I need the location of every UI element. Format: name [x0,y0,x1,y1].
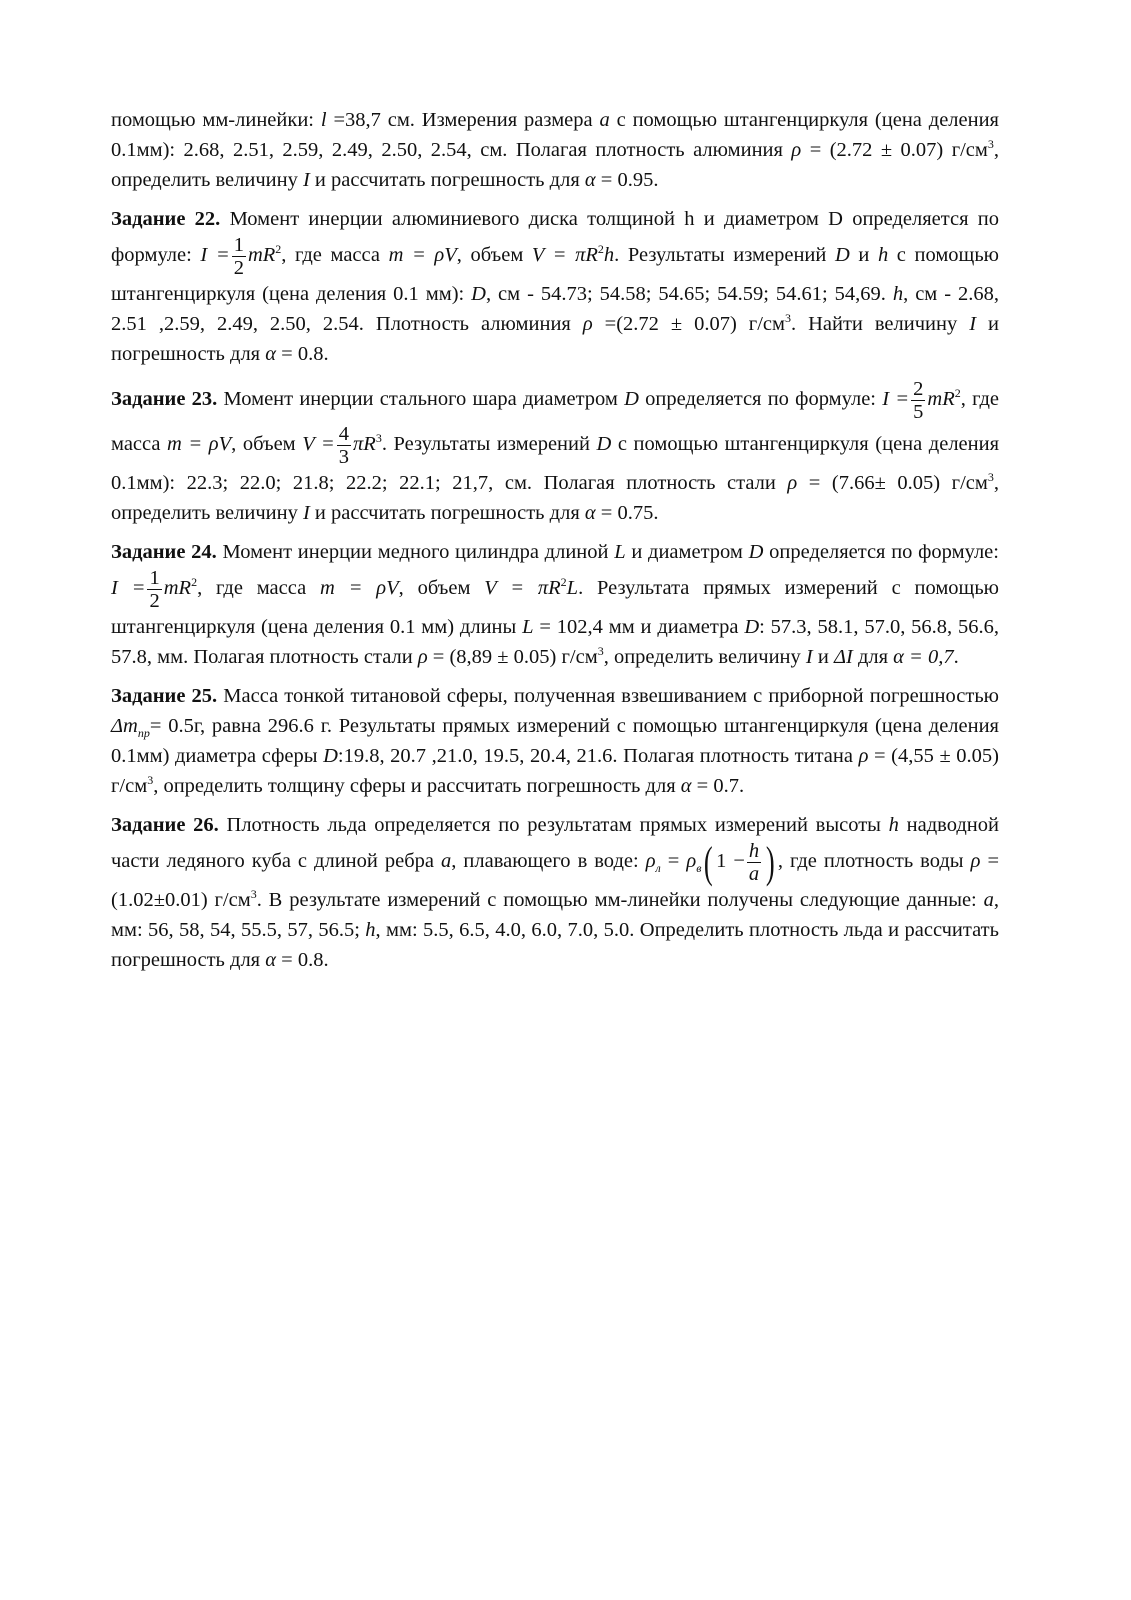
fraction-numerator: h [748,840,760,862]
text: Момент инерции медного цилиндра длиной [216,541,615,563]
math-formula: mR [247,244,276,267]
text: , где масса [281,244,389,267]
text: = 0.7. [691,775,745,797]
math-symbol: α [265,343,277,365]
fraction-numerator: 1 [149,567,160,589]
text: определяется по формуле: [763,541,999,563]
text: . [953,646,959,668]
math-formula: V = πR [484,577,561,600]
task-label: Задание 23. [111,388,218,411]
text: : 57.3, 58.1, 57.0, 56.8, 56.6, 57.8, мм. Полагая плотность стали [111,616,1000,668]
text: и погрешность для [111,313,999,365]
math-symbol: α [680,775,692,797]
text: , объем [398,577,485,600]
math-symbol: I [302,502,310,524]
fraction-denominator: 2 [233,257,244,279]
math-symbol: ρ [787,472,798,494]
math-symbol: h [877,244,889,267]
math-symbol: a [599,109,610,131]
fraction-denominator: a [748,863,760,885]
text: с помощью штангенциркуля (цена деления 0.1 мм): [111,244,999,305]
text: Момент инерции стального шара диаметром [217,388,625,411]
fraction-numerator: 2 [913,378,924,400]
math-symbol: L [522,616,534,638]
math-symbol: α [584,169,596,191]
text: = 0.5г, равна 296.6 г. Результаты прямых измерений с помощью штангенциркуля (цена деления 0.1мм) диаметра сферы [111,715,999,767]
fraction-numerator: 1 [233,234,244,256]
math-symbol: α [265,949,277,971]
math-formula: L [566,577,579,600]
text: , объем [456,244,532,267]
text: , определить величину [111,472,999,524]
text: = (8,89 ± 0.05) г/см [427,646,598,668]
text: , определить толщину сферы и рассчитать погрешность для [153,775,681,797]
left-paren: ( [704,837,714,887]
math-symbol: a [441,850,452,873]
math-symbol: ρ [858,745,869,767]
superscript: 2 [597,242,604,257]
superscript: 2 [954,386,961,401]
superscript: 3 [147,773,154,787]
text: для [852,646,894,668]
task-label: Задание 26. [111,814,219,836]
math-symbol: a [983,889,994,911]
fraction [337,423,351,468]
text: . Результаты измерений [614,244,835,267]
text: , плавающего в воде: [451,850,646,873]
fraction-denominator: 3 [338,446,350,468]
superscript: 3 [597,644,604,658]
text: , см - 54.73; 54.58; 54.65; 54.59; 54.61; 54,69. [485,283,893,305]
math-formula: mR [927,388,955,411]
fraction-numerator: 4 [338,423,350,445]
superscript: 2 [560,575,567,590]
math-formula: h [603,244,615,267]
math-symbol: D [834,244,850,267]
paragraph-continuation [111,105,999,195]
text: и рассчитать погрешность для [309,169,585,191]
math-symbol: D [748,541,764,563]
task-label: Задание 24. [111,541,217,563]
superscript: 3 [375,431,382,446]
fraction [147,567,161,612]
math-formula: I = [111,577,146,600]
math-symbol: ρ [582,313,593,335]
task-26 [111,810,999,975]
text: = 0.75. [595,502,659,524]
text: = (7.66± 0.05) г/см [797,472,988,494]
text: = (4,55 ± 0.05) г/см [111,745,999,797]
math-symbol: D [744,616,760,638]
text: . В результате измерений с помощью мм-линейки получены следующие данные: [256,889,984,911]
text: с помощью штангенциркуля (цена деления 0.1мм): 22.3; 22.0; 21.8; 22.2; 22.1; 21,7, см. Полагая плотность стали [111,433,1000,494]
text: =(2.72 ± 0.07) г/см [592,313,785,335]
superscript: 3 [987,137,994,151]
text: , где масса [197,577,321,600]
fraction-denominator: 5 [913,401,924,423]
math-symbol: I [969,313,977,335]
text: , объем [231,433,303,456]
text: :19.8, 20.7 ,21.0, 19.5, 20.4, 21.6. Полагая плотность титана [337,745,859,767]
task-label: Задание 22. [111,208,221,230]
task-22 [111,204,999,369]
text: = [660,850,687,873]
subscript: л [655,861,661,876]
text: = 102,4 мм и диаметра [533,616,745,638]
text: = 0.95. [595,169,659,191]
text: , мм: 56, 58, 54, 55.5, 57, 56.5; [111,889,999,941]
math-symbol: α [584,502,596,524]
math-formula: α = 0,7 [893,646,954,668]
task-25 [111,681,999,801]
text: , определить величину [603,646,806,668]
superscript: 3 [784,311,791,325]
math-formula: I = [882,388,910,411]
math-formula: πR [353,433,376,456]
math-symbol: Δm [111,715,138,737]
text: , см - 2.68, 2.51 ,2.59, 2.49, 2.50, 2.54. Плотность алюминия [111,283,999,335]
math-symbol: ρ [417,646,428,668]
text: . Результаты измерений [381,433,597,456]
fraction-denominator: 2 [149,590,160,612]
math-symbol: ΔI [833,646,853,668]
math-symbol: D [471,283,486,305]
text: = (1.02±0.01) г/см [111,850,1000,911]
math-symbol: D [323,745,338,767]
text: и рассчитать погрешность для [309,502,585,524]
text: помощью мм-линейки: [111,109,321,131]
math-formula: 1 − [716,850,745,873]
math-symbol: ρ [970,850,981,873]
text: , мм: 5.5, 6.5, 4.0, 6.0, 7.0, 5.0. Определить плотность льда и рассчитать погрешность для [111,919,999,971]
math-formula: V = πR [531,244,598,267]
math-symbol: L [614,541,626,563]
text: определяется по формуле: [638,388,883,411]
text: =38,7 см. Измерения размера [326,109,600,131]
math-symbol: ρ [791,139,802,161]
text: , определить величину [111,139,999,191]
text: Плотность льда определяется по результатам прямых измерений высоты [218,814,889,836]
task-24 [111,537,999,672]
math-symbol: l [320,109,327,131]
task-23 [111,378,999,528]
text: . Результата прямых измерений с помощью штангенциркуля (цена деления 0.1 мм) длины [111,577,999,638]
math-symbol: ρ [645,850,656,873]
math-symbol: I [805,646,813,668]
math-symbol: D [596,433,612,456]
text: = (2.72 ± 0.07) г/см [801,139,988,161]
right-paren: ) [766,837,775,887]
text: Момент инерции алюминиевого диска толщиной h и диаметром D определяется по формуле: [111,208,1000,267]
math-symbol: h [365,919,376,941]
subscript: пр [137,726,150,740]
math-symbol: h [892,283,904,305]
math-formula: m = ρV [167,433,232,456]
math-formula: m = ρV [388,244,457,267]
superscript: 3 [987,470,994,484]
subscript: в [696,861,702,876]
fraction [911,378,925,423]
math-formula: I = [200,244,230,267]
text: , где плотность воды [777,850,971,873]
text: надводной части ледяного куба с длиной ребра [111,814,999,873]
text: . Найти величину [790,313,970,335]
task-label: Задание 25. [111,685,218,707]
text: и [812,646,834,668]
math-formula: mR [163,577,192,600]
text: Масса тонкой титановой сферы, полученная взвешиванием с приборной погрешностью [217,685,999,707]
text: = 0.8. [276,949,329,971]
superscript: 2 [191,575,198,590]
math-formula: V = [302,433,335,456]
math-symbol: I [302,169,310,191]
math-formula: m = ρV [320,577,399,600]
superscript: 2 [275,242,282,257]
text: , где масса [111,388,999,456]
document-page [111,105,999,984]
text: и диаметром [625,541,749,563]
fraction [232,234,246,279]
math-symbol: h [888,814,899,836]
text: = 0.8. [276,343,329,365]
math-symbol: D [624,388,639,411]
text: и [849,244,878,267]
superscript: 3 [250,887,257,901]
fraction [747,840,761,885]
math-symbol: ρ [686,850,697,873]
text: с помощью штангенциркуля (цена деления 0.1мм): 2.68, 2.51, 2.59, 2.49, 2.50, 2.54, см. Полагая плотность алюминия [111,109,999,161]
